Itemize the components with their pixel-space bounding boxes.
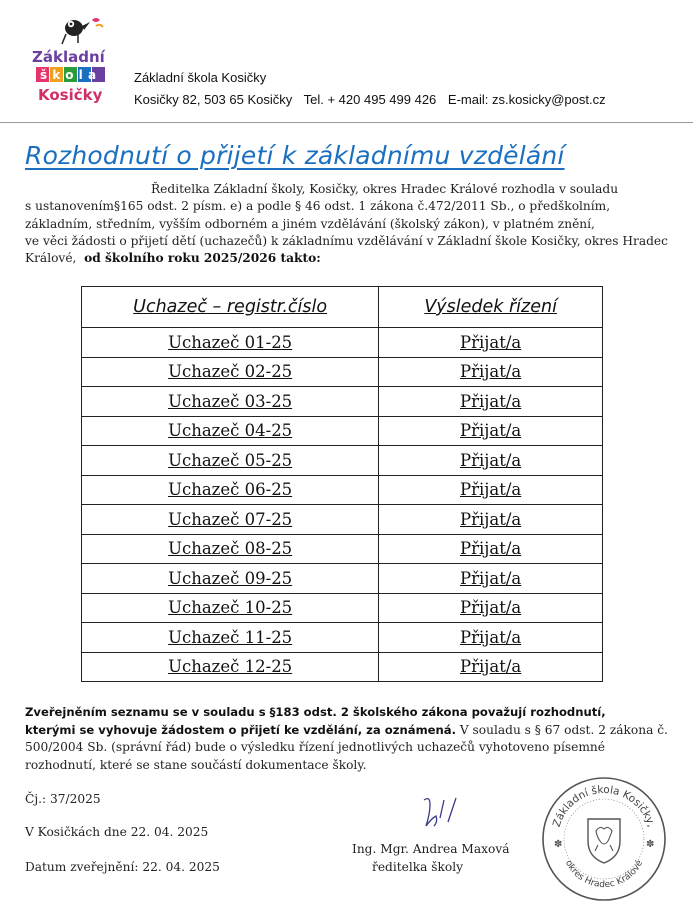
- result-cell: Přijat/a: [379, 475, 603, 505]
- intro-bold-text: od školního roku 2025/2026 takto:: [84, 251, 321, 266]
- table-row: [82, 534, 603, 564]
- school-email: E-mail: zs.kosicky@post.cz: [447, 92, 606, 107]
- notice-line: rozhodnutí, které se stane součástí dokumentace školy.: [25, 757, 367, 772]
- stamp-top-text: Základní škola Kosičky,: [550, 783, 658, 829]
- admission-results-table: [81, 286, 603, 682]
- result-cell: Přijat/a: [379, 564, 603, 594]
- coat-of-arms-icon: [588, 819, 620, 863]
- table-row: [82, 475, 603, 505]
- table-row: [82, 652, 603, 682]
- applicant-id-cell: Uchazeč 08-25: [82, 534, 379, 564]
- school-logo: [28, 10, 118, 110]
- applicant-id-cell: Uchazeč 10-25: [82, 593, 379, 623]
- table-row: [82, 446, 603, 476]
- table-header-row: [82, 287, 603, 328]
- result-cell: Přijat/a: [379, 652, 603, 682]
- applicant-id-cell: Uchazeč 05-25: [82, 446, 379, 476]
- notice-line: [25, 704, 675, 722]
- stamp-star-icon: ✽: [554, 839, 563, 850]
- applicant-id-cell: Uchazeč 11-25: [82, 623, 379, 653]
- intro-line: [25, 250, 675, 267]
- publication-date: Datum zveřejnění: 22. 04. 2025: [25, 860, 220, 874]
- intro-line: základním, středním, vyšším odborném a jiném vzdělávání (školský zákon), v platném znění,: [25, 216, 595, 231]
- table-row: [82, 328, 603, 358]
- school-stamp: [540, 775, 668, 903]
- result-cell: Přijat/a: [379, 357, 603, 387]
- table-row: [82, 357, 603, 387]
- school-contact: [134, 92, 614, 107]
- table-row: [82, 416, 603, 446]
- column-header-applicant: Uchazeč – registr.číslo: [82, 287, 379, 328]
- result-cell: Přijat/a: [379, 328, 603, 358]
- applicant-id-cell: Uchazeč 06-25: [82, 475, 379, 505]
- applicant-id-cell: Uchazeč 03-25: [82, 387, 379, 417]
- signatory-name: Ing. Mgr. Andrea Maxová: [352, 842, 510, 856]
- intro-line: s ustanovením§165 odst. 2 písm. e) a podle § 46 odst. 1 zákona č.472/2011 Sb., o předškolním,: [25, 199, 611, 214]
- svg-text:Kosičky: Kosičky: [38, 86, 103, 104]
- school-phone: Tel. + 420 495 499 426: [303, 92, 437, 107]
- place-and-date: V Kosičkách dne 22. 04. 2025: [25, 825, 209, 839]
- notice-line: 500/2004 Sb. (správní řád) bude o výsledku řízení jednotlivých uchazečů vyhotoveno písemné: [25, 740, 605, 754]
- table-row: [82, 505, 603, 535]
- table-row: [82, 564, 603, 594]
- table-row: [82, 593, 603, 623]
- notice-line: [25, 722, 675, 740]
- svg-text:Základní: Základní: [32, 48, 105, 66]
- reference-number: Čj.: 37/2025: [25, 792, 101, 806]
- applicant-id-cell: Uchazeč 04-25: [82, 416, 379, 446]
- signatory-role: ředitelka školy: [372, 860, 464, 874]
- result-cell: Přijat/a: [379, 387, 603, 417]
- applicant-id-cell: Uchazeč 02-25: [82, 357, 379, 387]
- table-row: [82, 387, 603, 417]
- intro-paragraph: [25, 181, 675, 267]
- notice-text: V souladu s § 67 odst. 2 zákona č.: [456, 722, 668, 737]
- publication-notice: [25, 704, 675, 774]
- table-row: [82, 623, 603, 653]
- stamp-star-icon: ✽: [646, 839, 655, 850]
- result-cell: Přijat/a: [379, 534, 603, 564]
- applicant-id-cell: Uchazeč 09-25: [82, 564, 379, 594]
- intro-line: ve věci žádosti o přijetí dětí (uchazečů) k základnímu vzdělávání v Základní škole Kosičky, okres Hradec: [25, 233, 668, 248]
- notice-bold-text: kterými se vyhovuje žádostem o přijetí ke vzdělání, za oznámená.: [25, 722, 456, 737]
- result-cell: Přijat/a: [379, 623, 603, 653]
- notice-bold-text: Zveřejněním seznamu se v souladu s §183 odst. 2 školského zákona považují rozhodnutí,: [25, 705, 606, 719]
- column-header-result: Výsledek řízení: [379, 287, 603, 328]
- document-title: Rozhodnutí o přijetí k základnímu vzdělání: [25, 141, 565, 170]
- applicant-id-cell: Uchazeč 01-25: [82, 328, 379, 358]
- intro-text: Králové,: [25, 251, 77, 266]
- header-divider: [0, 122, 693, 123]
- applicant-id-cell: Uchazeč 12-25: [82, 652, 379, 682]
- result-cell: Přijat/a: [379, 416, 603, 446]
- bird-icon: [62, 18, 103, 44]
- school-name: Základní škola Kosičky: [134, 70, 267, 85]
- result-cell: Přijat/a: [379, 446, 603, 476]
- result-cell: Přijat/a: [379, 505, 603, 535]
- applicant-id-cell: Uchazeč 07-25: [82, 505, 379, 535]
- stamp-bottom-text: okres Hradec Králové: [562, 858, 646, 891]
- handwritten-signature: [414, 792, 474, 834]
- svg-text:škola: škola: [40, 68, 102, 82]
- intro-line: Ředitelka Základní školy, Kosičky, okres Hradec Králové rozhodla v souladu: [151, 182, 619, 196]
- result-cell: Přijat/a: [379, 593, 603, 623]
- school-address: Kosičky 82, 503 65 Kosičky: [134, 92, 293, 107]
